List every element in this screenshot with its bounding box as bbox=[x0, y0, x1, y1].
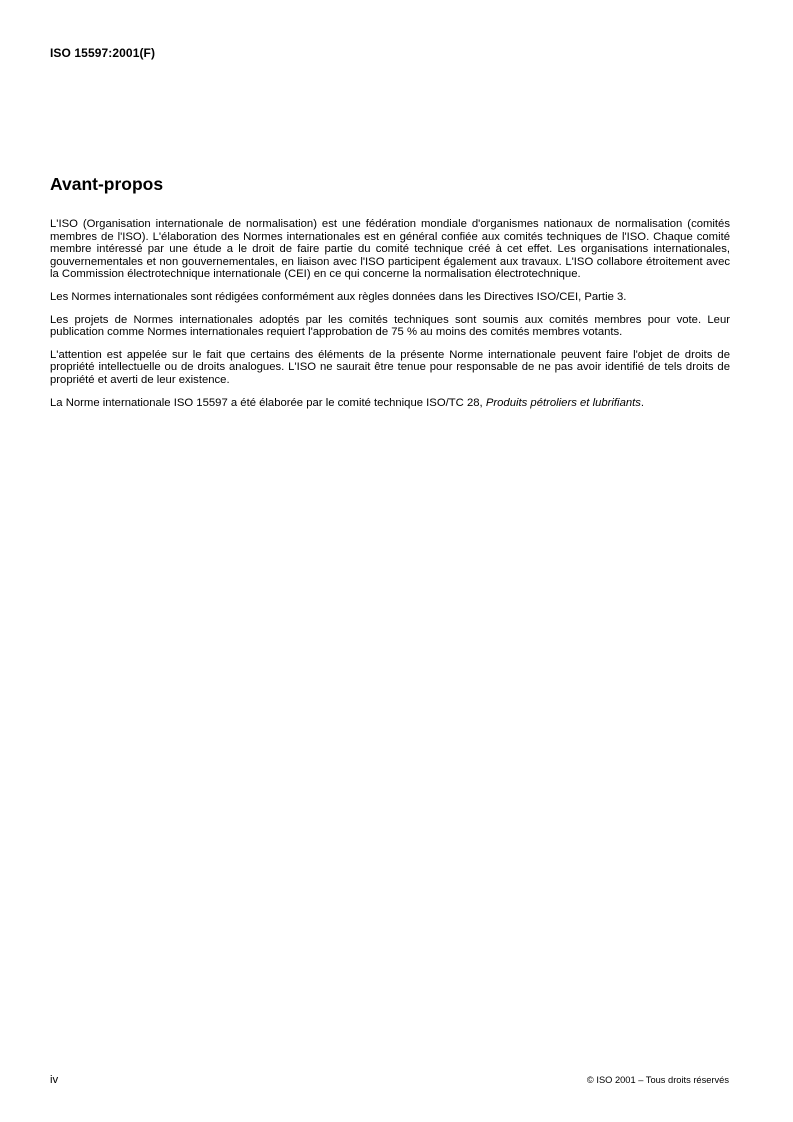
paragraph-directives: Les Normes internationales sont rédigées conformément aux règles données dans les Directives ISO/CEI, Partie 3. bbox=[50, 290, 627, 303]
paragraph-iso-organisation: L'ISO (Organisation internationale de normalisation) est une fédération mondiale d'organismes nationaux de normalisation (comités membres de l'ISO). L'élaboration des Normes internationales est en général confiée aux comités techniques de l'ISO. Chaque comité membre intéressé par une étude a le droit de faire partie du comité technique créé à cet effet. Les organisations internationales, gouvernementales et non gouvernementales, en liaison avec l'ISO participent également aux travaux. L'ISO collabore étroitement avec la Commission électrotechnique internationale (CEI) en ce qui concerne la normalisation électrotechnique. bbox=[50, 218, 730, 281]
page-number: iv bbox=[50, 1074, 59, 1086]
paragraph-approval-vote: Les projets de Normes internationales adoptés par les comités techniques sont soumis aux comités membres pour vote. Leur publication comme Normes internationales requiert l'approbation de 75 % au moins des comités membres votants. bbox=[50, 313, 730, 339]
section-title: Avant-propos bbox=[50, 174, 164, 194]
foreword-body bbox=[50, 218, 730, 419]
paragraph-technical-committee bbox=[50, 397, 730, 410]
document-id-header: ISO 15597:2001(F) bbox=[50, 46, 156, 60]
paragraph-patent-rights: L'attention est appelée sur le fait que certains des éléments de la présente Norme internationale peuvent faire l'objet de droits de propriété intellectuelle ou de droits analogues. L'ISO ne saurait être tenue pour responsable de ne pas avoir identifié de tels droits de propriété et averti de leur existence. bbox=[50, 348, 730, 386]
committee-title-italic: Produits pétroliers et lubrifiants bbox=[485, 396, 641, 409]
committee-text-tail: . bbox=[640, 396, 645, 409]
copyright-notice: © ISO 2001 – Tous droits réservés bbox=[586, 1075, 729, 1085]
committee-text-lead: La Norme internationale ISO 15597 a été élaborée par le comité technique ISO/TC 28, bbox=[50, 396, 486, 409]
